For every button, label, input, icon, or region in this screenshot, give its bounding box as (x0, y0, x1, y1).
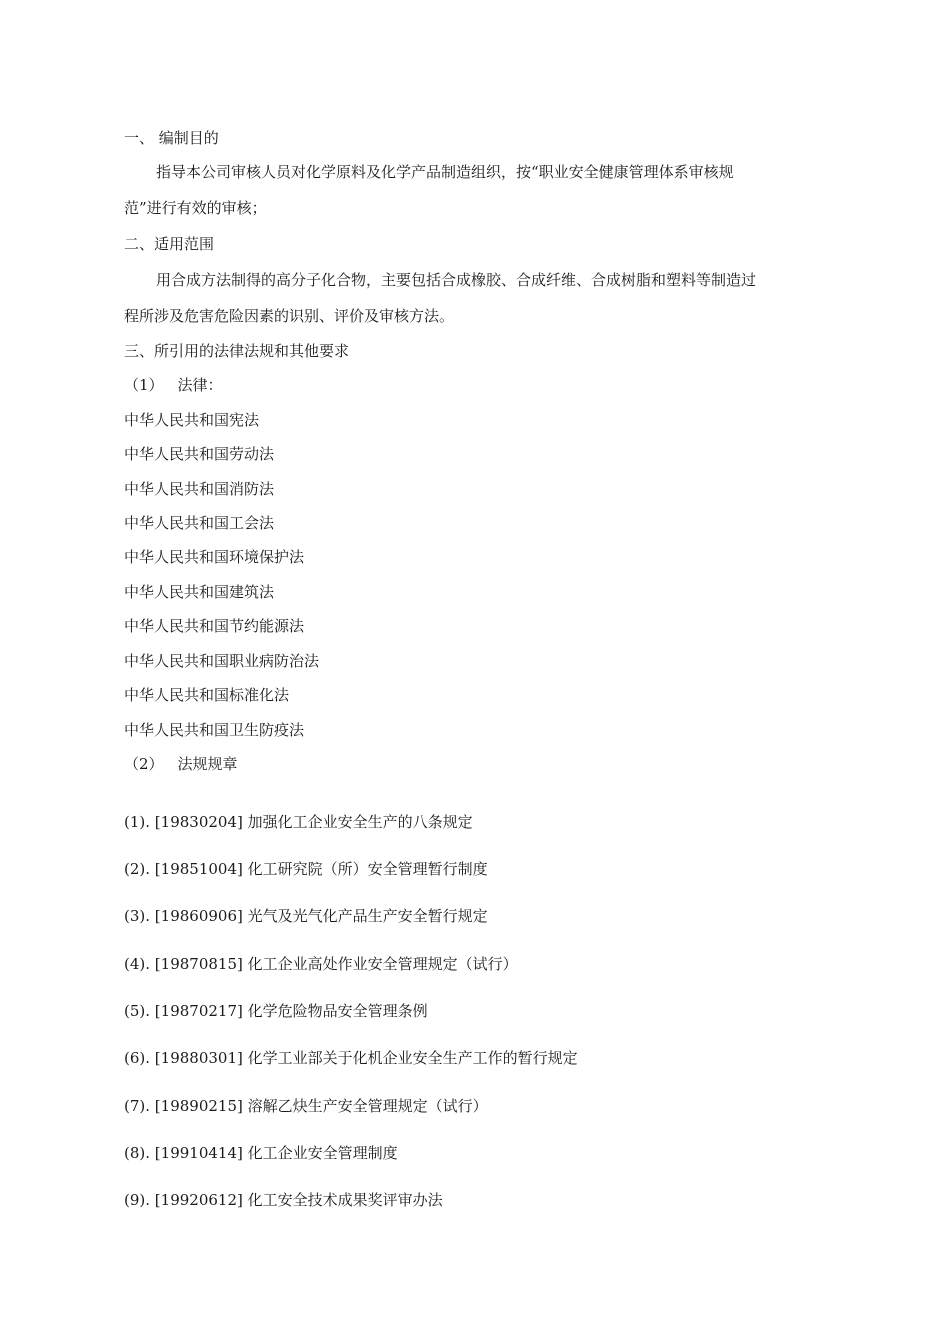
law-item: 中华人民共和国环境保护法 (124, 548, 305, 566)
regulation-code: [19910414] (154, 1144, 243, 1162)
regulation-item (124, 1048, 578, 1068)
law-item: 中华人民共和国标准化法 (124, 686, 290, 704)
regulation-title: 光气及光气化产品生产安全暂行规定 (247, 907, 488, 925)
purpose-paragraph-line-2: 范”进行有效的审核； (124, 199, 267, 217)
regulation-title: 加强化工企业安全生产的八条规定 (247, 813, 473, 831)
purpose-paragraph-line-1: 指导本公司审核人员对化学原料及化学产品制造组织，按“职业安全健康管理体系审核规 (156, 163, 734, 181)
regulation-title: 化工企业高处作业安全管理规定（试行） (247, 955, 518, 973)
regulation-item (124, 1190, 443, 1210)
regulation-item (124, 812, 473, 832)
regulation-number: (5). (124, 1002, 151, 1020)
regulation-code: [19880301] (154, 1049, 243, 1067)
regulation-number: (7). (124, 1097, 151, 1115)
regulation-title: 化学工业部关于化机企业安全生产工作的暂行规定 (247, 1049, 578, 1067)
law-item: 中华人民共和国劳动法 (124, 445, 275, 463)
regulation-number: (6). (124, 1049, 151, 1067)
scope-paragraph-line-1: 用合成方法制得的高分子化合物，主要包括合成橡胶、合成纤维、合成树脂和塑料等制造过 (156, 271, 757, 289)
regulation-code: [19860906] (154, 907, 243, 925)
regulation-title: 溶解乙炔生产安全管理规定（试行） (247, 1097, 488, 1115)
regulation-number: (8). (124, 1144, 151, 1162)
regulation-code: [19890215] (154, 1097, 243, 1115)
subsection-number: （2） (124, 755, 164, 773)
regulation-number: (1). (124, 813, 151, 831)
regulation-code: [19851004] (154, 860, 243, 878)
law-item: 中华人民共和国职业病防治法 (124, 652, 320, 670)
regulation-item (124, 859, 488, 879)
regulation-number: (9). (124, 1191, 151, 1209)
regulation-item (124, 1001, 428, 1021)
regulation-code: [19870815] (154, 955, 243, 973)
regulation-code: [19920612] (154, 1191, 243, 1209)
section-heading-purpose: 一、 编制目的 (124, 129, 219, 147)
regulation-code: [19830204] (154, 813, 243, 831)
law-item: 中华人民共和国宪法 (124, 411, 260, 429)
regulation-number: (4). (124, 955, 151, 973)
regulation-number: (3). (124, 907, 151, 925)
subsection-regulations (124, 754, 238, 774)
section-heading-laws: 三、所引用的法律法规和其他要求 (124, 342, 350, 360)
section-heading-scope: 二、适用范围 (124, 235, 215, 253)
regulation-item (124, 1096, 488, 1116)
subsection-label: 法律： (177, 376, 223, 394)
regulation-title: 化工研究院（所）安全管理暂行制度 (247, 860, 488, 878)
law-item: 中华人民共和国建筑法 (124, 583, 275, 601)
regulation-item (124, 1143, 398, 1163)
subsection-laws (124, 375, 223, 395)
subsection-label: 法规规章 (177, 755, 238, 773)
law-item: 中华人民共和国卫生防疫法 (124, 721, 305, 739)
law-item: 中华人民共和国节约能源法 (124, 617, 305, 635)
regulation-title: 化工企业安全管理制度 (247, 1144, 398, 1162)
regulation-title: 化学危险物品安全管理条例 (247, 1002, 428, 1020)
regulation-item (124, 954, 518, 974)
subsection-number: （1） (124, 376, 164, 394)
scope-paragraph-line-2: 程所涉及危害危险因素的识别、评价及审核方法。 (124, 307, 455, 325)
regulation-title: 化工安全技术成果奖评审办法 (247, 1191, 443, 1209)
regulation-item (124, 906, 488, 926)
regulation-number: (2). (124, 860, 151, 878)
law-item: 中华人民共和国消防法 (124, 480, 275, 498)
regulation-code: [19870217] (154, 1002, 243, 1020)
law-item: 中华人民共和国工会法 (124, 514, 275, 532)
